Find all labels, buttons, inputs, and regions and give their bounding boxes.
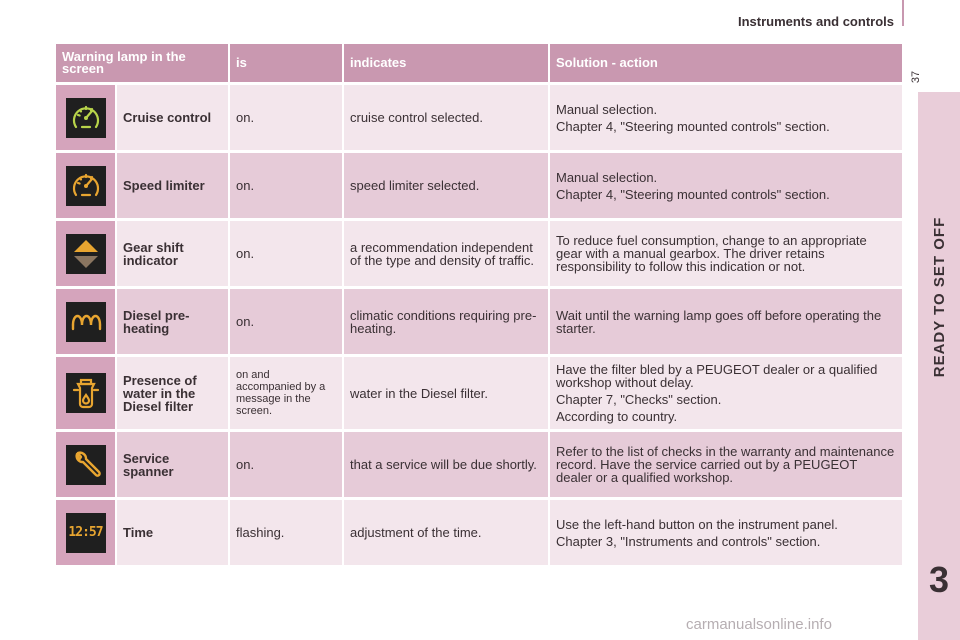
solution-line: According to country. xyxy=(556,409,678,424)
lamp-solution xyxy=(550,153,902,221)
lamp-indicates: speed limiter selected. xyxy=(344,153,550,221)
chapter-title: READY TO SET OFF xyxy=(931,216,948,378)
header-solution: Solution - action xyxy=(550,44,902,85)
lamp-state: on. xyxy=(230,85,344,153)
lamp-state: on. xyxy=(230,153,344,221)
table-row xyxy=(56,432,902,500)
solution-line: To reduce fuel consumption, change to an appropriate gear with a manual gearbox. The driver retains responsibility to follow this indication or not. xyxy=(556,233,867,274)
solution-line: Chapter 4, "Steering mounted controls" section. xyxy=(556,118,830,134)
preheating-coil-icon xyxy=(66,302,106,342)
gear-shift-icon xyxy=(66,234,106,274)
lamp-name: Presence of water in the Diesel filter xyxy=(117,357,230,432)
lamp-solution xyxy=(550,500,902,568)
table-row xyxy=(56,153,902,221)
lamp-state: on. xyxy=(230,221,344,289)
lamp-state: on. xyxy=(230,432,344,500)
table-row xyxy=(56,221,902,289)
lamp-name: Gear shift indicator xyxy=(117,221,230,289)
lamp-indicates: adjustment of the time. xyxy=(344,500,550,568)
lamp-solution xyxy=(550,289,902,357)
warning-lamp-table xyxy=(56,44,902,568)
icon-cell xyxy=(56,221,117,289)
icon-cell xyxy=(56,432,117,500)
lamp-name: Time xyxy=(117,500,230,568)
cruise-control-icon xyxy=(66,98,106,138)
table-row xyxy=(56,357,902,432)
lamp-indicates: water in the Diesel filter. xyxy=(344,357,550,432)
header-indicates: indicates xyxy=(344,44,550,85)
lamp-state: on and accompanied by a message in the screen. xyxy=(230,357,344,432)
lamp-state: on. xyxy=(230,289,344,357)
icon-cell xyxy=(56,357,117,432)
lamp-solution xyxy=(550,432,902,500)
clock-display-icon xyxy=(66,513,106,553)
icon-cell xyxy=(56,500,117,568)
lamp-indicates: a recommendation independent of the type and density of traffic. xyxy=(344,221,550,289)
lamp-name: Diesel pre-heating xyxy=(117,289,230,357)
header-warning-lamp: Warning lamp in the screen xyxy=(56,44,230,85)
solution-line: Refer to the list of checks in the warranty and maintenance record. Have the service carried out by a PEUGEOT dealer or a qualified workshop. xyxy=(556,444,895,485)
lamp-indicates: climatic conditions requiring pre-heating. xyxy=(344,289,550,357)
lamp-solution xyxy=(550,221,902,289)
lamp-indicates: cruise control selected. xyxy=(344,85,550,153)
solution-line: Chapter 7, "Checks" section. xyxy=(556,392,722,407)
solution-line: Chapter 3, "Instruments and controls" section. xyxy=(556,533,821,549)
page-header: Instruments and controls xyxy=(737,14,894,29)
time-display-text: 12:57 xyxy=(68,525,103,540)
page-number: 37 xyxy=(910,70,922,84)
lamp-name: Speed limiter xyxy=(117,153,230,221)
watermark: carmanualsonline.info xyxy=(686,616,832,633)
solution-line: Wait until the warning lamp goes off before operating the starter. xyxy=(556,307,882,336)
solution-line: Have the filter bled by a PEUGEOT dealer or a qualified workshop without delay. xyxy=(556,362,878,390)
table-row xyxy=(56,289,902,357)
chapter-number: 3 xyxy=(928,559,950,600)
speed-limiter-icon xyxy=(66,166,106,206)
water-in-fuel-icon xyxy=(66,373,106,413)
icon-cell xyxy=(56,153,117,221)
chapter-sidebar xyxy=(918,92,960,640)
header-is: is xyxy=(230,44,344,85)
lamp-name: Service spanner xyxy=(117,432,230,500)
table-header-row xyxy=(56,44,902,85)
solution-line: Chapter 4, "Steering mounted controls" section. xyxy=(556,186,830,202)
table-row xyxy=(56,85,902,153)
lamp-state: flashing. xyxy=(230,500,344,568)
icon-cell xyxy=(56,289,117,357)
lamp-name: Cruise control xyxy=(117,85,230,153)
icon-cell xyxy=(56,85,117,153)
lamp-solution xyxy=(550,357,902,432)
lamp-indicates: that a service will be due shortly. xyxy=(344,432,550,500)
header-divider xyxy=(902,0,904,26)
lamp-solution xyxy=(550,85,902,153)
table-row xyxy=(56,500,902,568)
solution-line: Manual selection. xyxy=(556,101,658,117)
solution-line: Manual selection. xyxy=(556,169,658,185)
spanner-icon xyxy=(66,445,106,485)
solution-line: Use the left-hand button on the instrument panel. xyxy=(556,516,838,532)
